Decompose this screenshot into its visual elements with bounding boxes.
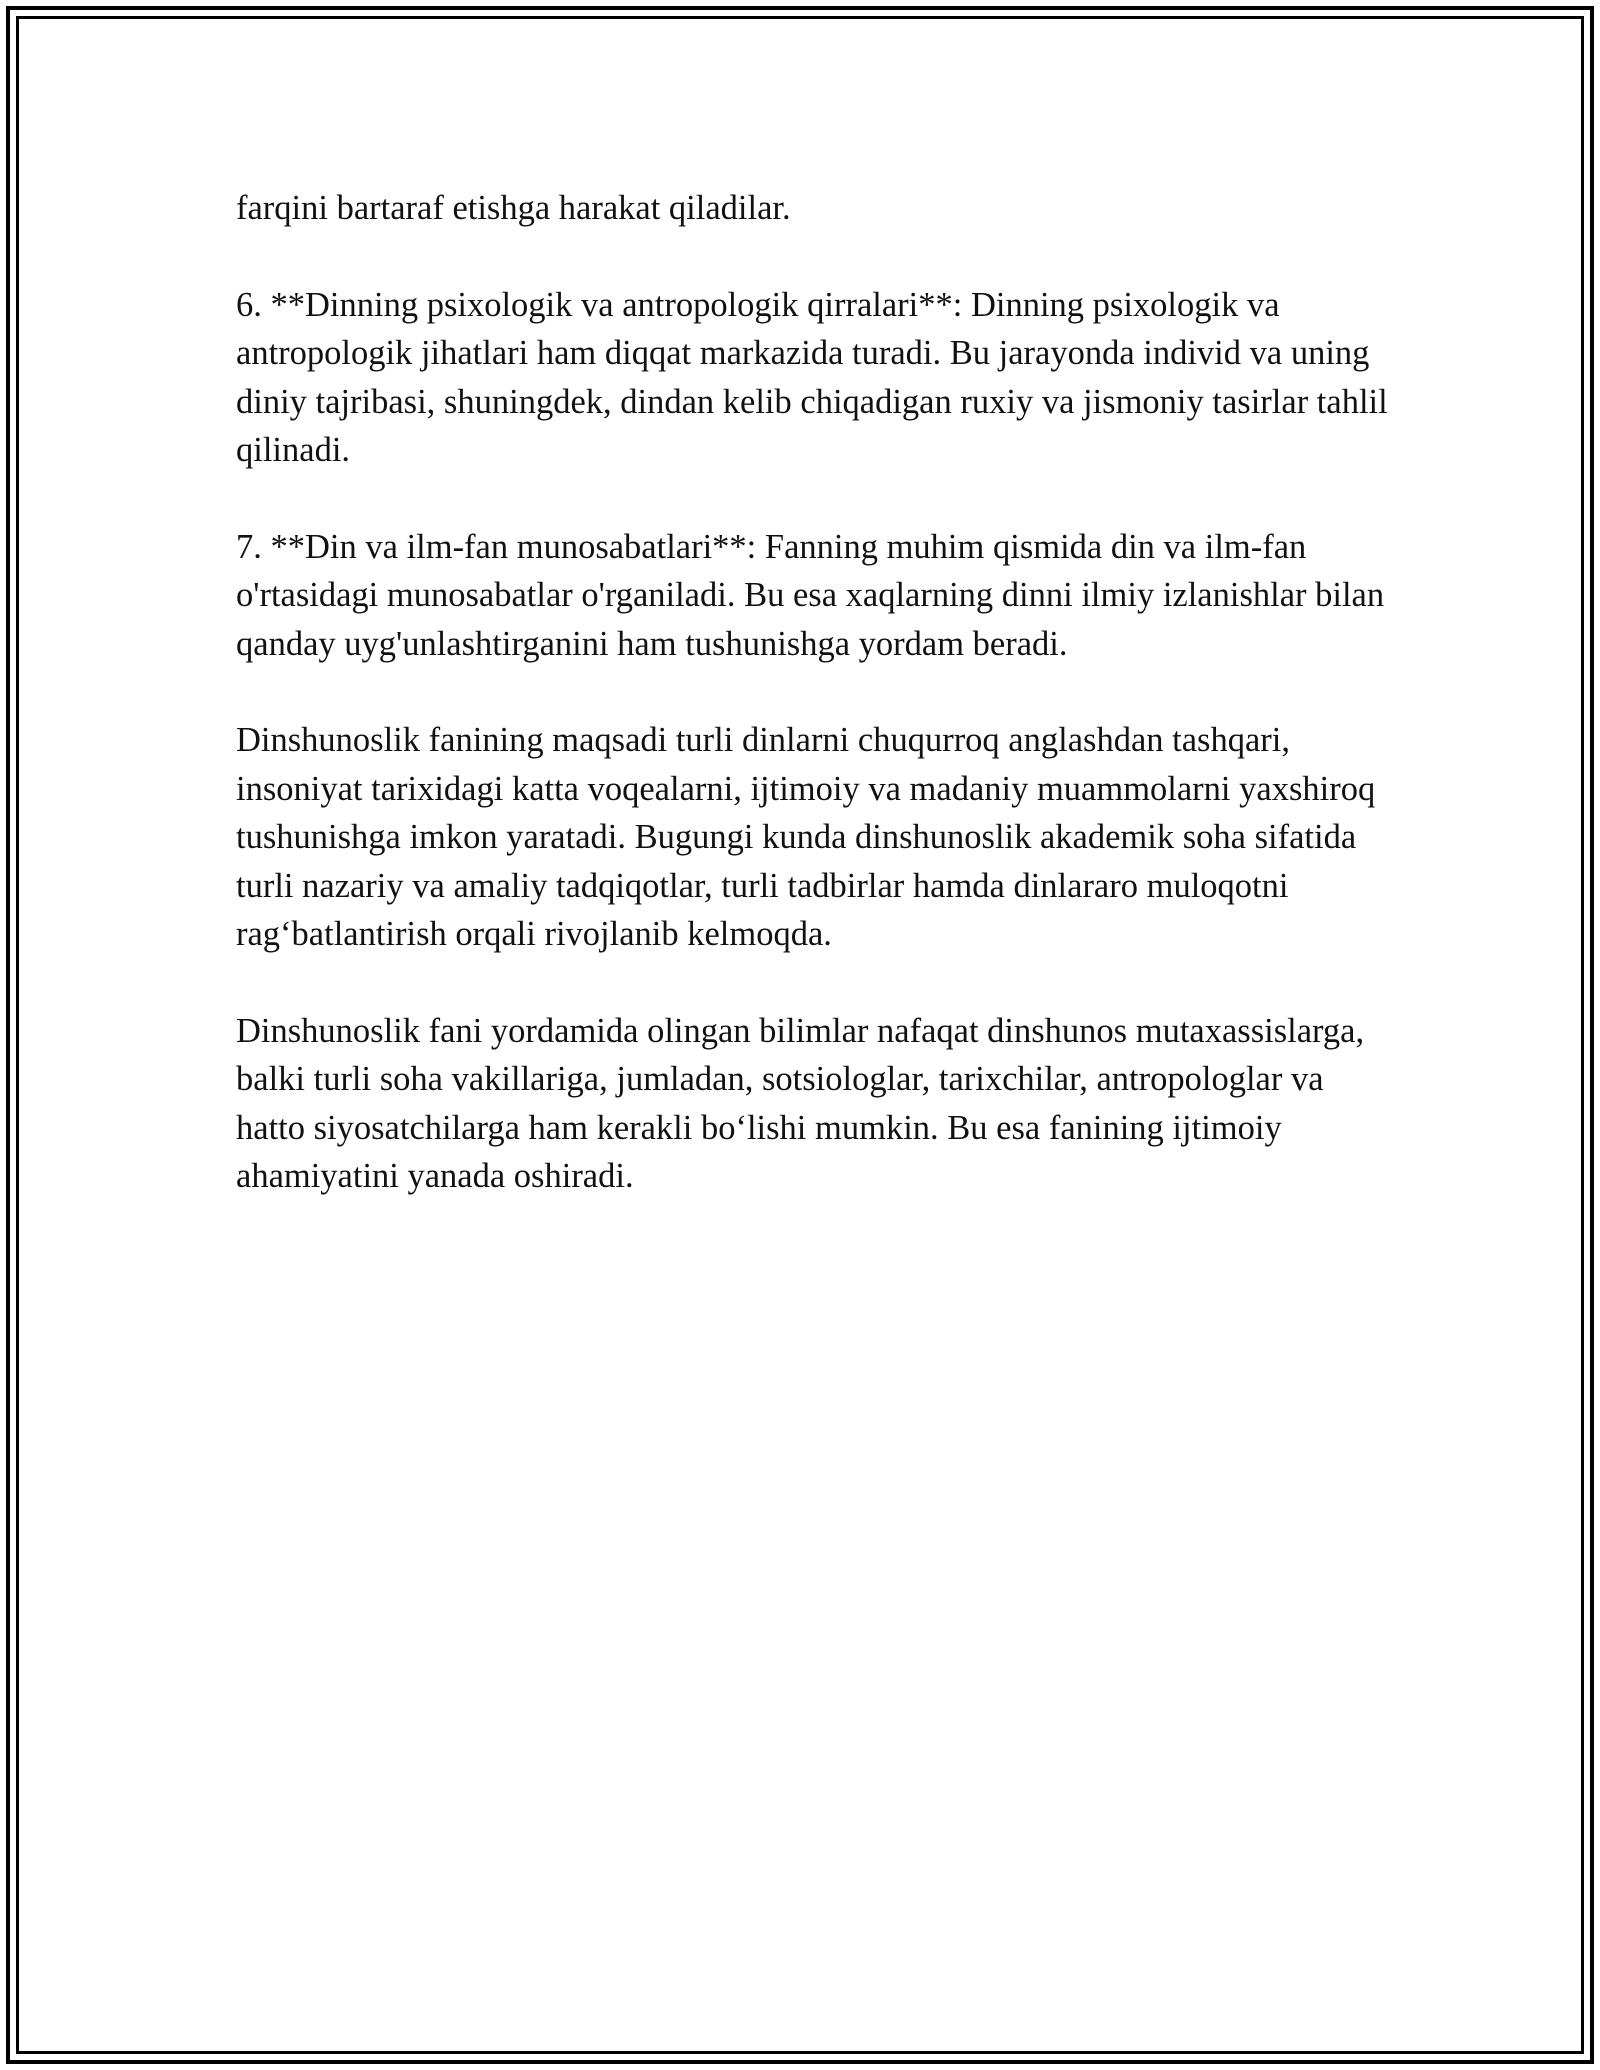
- document-body: [236, 184, 1396, 1249]
- paragraph-item-6: 6. **Dinning psixologik va antropologik qirralari**: Dinning psixologik va antropologik jihatlari ham diqqat markazida turadi. Bu jarayonda individ va uning diniy tajribasi, shuningdek, dindan kelib chiqadigan ruxiy va jismoniy tasirlar tahlil qilinadi.: [236, 285, 1388, 470]
- paragraph-purpose: Dinshunoslik fanining maqsadi turli dinlarni chuqurroq anglashdan tashqari, insoniyat tarixidagi katta voqealarni, ijtimoiy va madaniy muammolarni yaxshiroq tushunishga imkon yaratadi. Bugungi kunda dinshunoslik akademik soha sifatida turli nazariy va amaliy tadqiqotlar, turli tadbirlar hamda dinlararo muloqotni rag‘batlantirish orqali rivojlanib kelmoqda.: [236, 721, 1376, 954]
- paragraph-significance: Dinshunoslik fani yordamida olingan bilimlar nafaqat dinshunos mutaxassislarga, balki turli soha vakillariga, jumladan, sotsiologlar, tarixchilar, antropologlar va hatto siyosatchilarga ham kerakli bo‘lishi mumkin. Bu esa fanining ijtimoiy ahamiyatini yanada oshiradi.: [236, 1011, 1365, 1196]
- paragraph-item-7: 7. **Din va ilm-fan munosabatlari**: Fanning muhim qismida din va ilm-fan o'rtasidagi munosabatlar o'rganiladi. Bu esa xaqlarning dinni ilmiy izlanishlar bilan qanday uyg'unlashtirganini ham tushunishga yordam beradi.: [236, 527, 1385, 663]
- paragraph-continuation: farqini bartaraf etishga harakat qiladilar.: [236, 189, 791, 227]
